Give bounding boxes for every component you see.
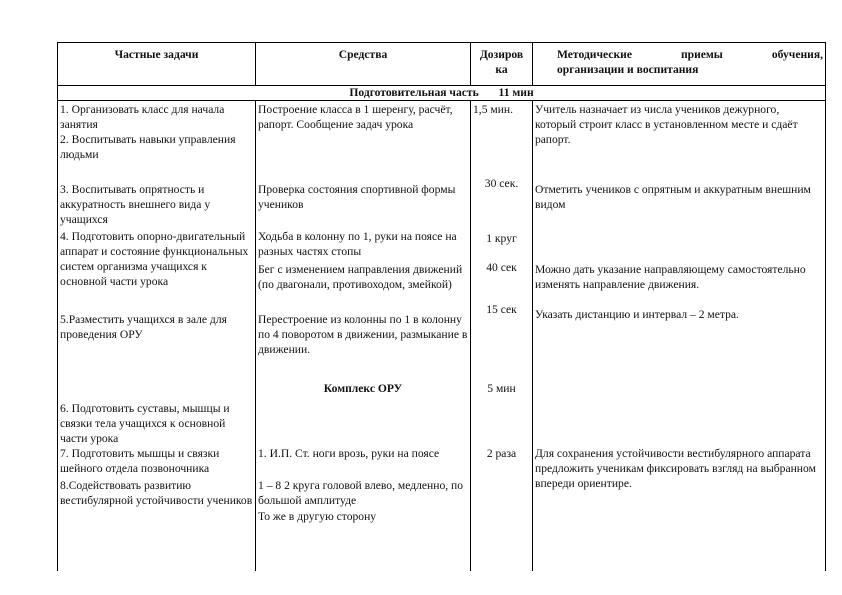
dosage-5: 15 сек: [486, 303, 517, 316]
task-8: 8.Содействовать развитию вестибулярной устойчивости учеников: [60, 479, 253, 507]
means-ору-title: Комплекс ОРУ: [323, 382, 403, 395]
task-1: 1. Организовать класс для начала занятия: [60, 103, 225, 131]
lesson-plan-table: [57, 42, 826, 571]
dosage-3: 1 круг: [486, 232, 517, 245]
means-2: Проверка состояния спортивной формы учеников: [258, 183, 456, 211]
task-4: 4. Подготовить опорно-двигательный аппарат и состояние функциональных систем организма учащихся к основной части урока: [60, 230, 249, 288]
section-name: Подготовительная часть: [349, 86, 479, 99]
means-8: То же в другую сторону: [258, 510, 377, 523]
header-dosage-line1: Дозиров: [479, 48, 524, 61]
means-1: Построение класса в 1 шеренгу, расчёт, рапорт. Сообщение задач урока: [258, 103, 453, 131]
dosage-2: 30 сек.: [484, 177, 519, 190]
header-methods-line1: Методические приемы обучения,: [557, 48, 823, 61]
means-6: 1. И.П. Ст. ноги врозь, руки на поясе: [258, 447, 440, 460]
means-7: 1 – 8 2 круга головой влево, медленно, по большой амплитуде: [258, 479, 464, 507]
header-tasks: Частные задачи: [58, 43, 256, 86]
task-2: 2. Воспитывать навыки управления людьми: [60, 133, 236, 161]
methods-cell: [533, 101, 826, 572]
task-5: 5.Разместить учащихся в зале для проведения ОРУ: [60, 313, 227, 341]
method-2: Отметить учеников с опрятным и аккуратным внешним видом: [535, 183, 811, 211]
means-3: Ходьба в колонну по 1, руки на поясе на разных частях стопы: [258, 230, 457, 258]
section-row: [58, 86, 826, 101]
method-3: Можно дать указание направляющему самостоятельно изменять направление движения.: [535, 263, 806, 291]
dosage-7: 2 раза: [486, 447, 517, 460]
method-1: Учитель назначает из числа учеников дежурного, который строит класс в установленном месте и сдаёт рапорт.: [535, 103, 798, 146]
dosage-1: 1,5 мин.: [473, 103, 514, 116]
means-5: Перестроение из колонны по 1 в колонну по 4 поворотом в движении, размыкание в движении.: [258, 313, 468, 356]
section-title: [58, 86, 826, 101]
tasks-cell: [58, 101, 256, 572]
means-cell: [256, 101, 471, 572]
method-4: Указать дистанцию и интервал – 2 метра.: [535, 308, 739, 321]
header-dosage: [471, 43, 533, 86]
header-dosage-line2: ка: [495, 63, 508, 76]
task-3: 3. Воспитывать опрятность и аккуратность внешнего вида у учащихся: [60, 183, 211, 226]
task-6: 6. Подготовить суставы, мышцы и связки тела учащихся к основной части урока: [60, 402, 230, 445]
method-5: Для сохранения устойчивости вестибулярного аппарата предложить ученикам фиксировать взгляд на выбранном впереди ориентире.: [535, 447, 816, 490]
task-7: 7. Подготовить мышцы и связки шейного отдела позвоночника: [60, 447, 220, 475]
dosage-6: 5 мин: [487, 382, 516, 395]
dosage-4: 40 сек: [486, 261, 517, 274]
dosage-cell: [471, 101, 533, 572]
section-duration: 11 мин: [498, 86, 534, 99]
header-means: Средства: [256, 43, 471, 86]
header-row: [58, 43, 826, 86]
means-4: Бег с изменением направления движений (по двагонали, противоходом, змейкой): [258, 263, 463, 291]
header-methods: [533, 43, 826, 86]
content-row: [58, 101, 826, 572]
header-methods-line2: организации и воспитания: [557, 63, 699, 76]
